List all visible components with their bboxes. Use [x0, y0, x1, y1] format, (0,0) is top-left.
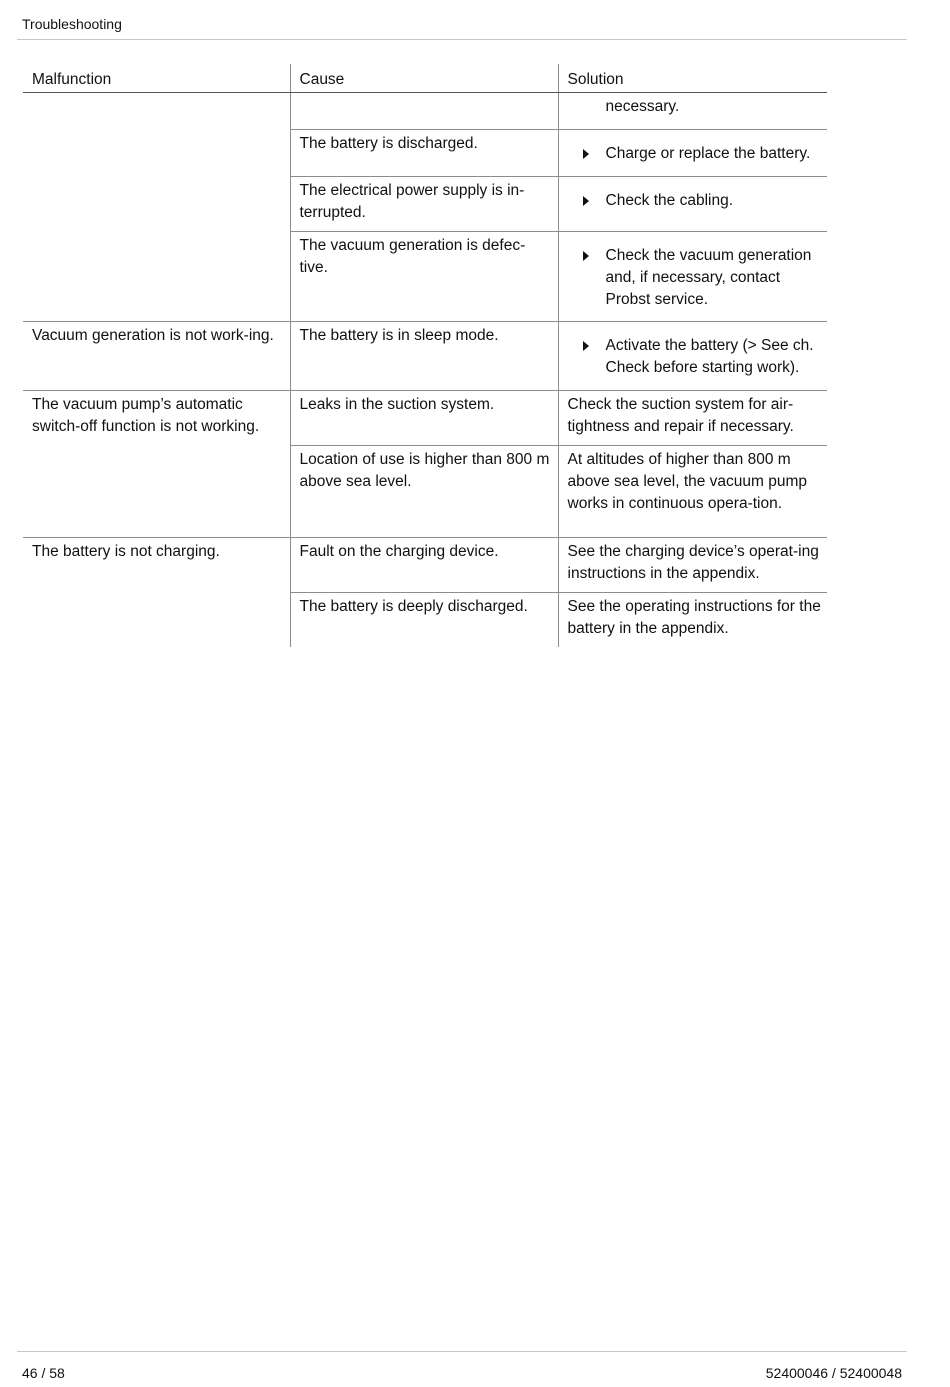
- triangle-right-icon: [568, 190, 606, 212]
- solution-cell: [558, 177, 827, 232]
- cause-cell: Fault on the charging device.: [290, 538, 558, 593]
- triangle-right-icon: [568, 335, 606, 357]
- document-number: 52400046 / 52400048: [765, 1365, 902, 1381]
- solution-cell: At altitudes of higher than 800 m above sea level, the vacuum pump works in continuous opera-tion.: [558, 446, 827, 538]
- footer-divider: [17, 1351, 907, 1352]
- triangle-right-icon: [568, 143, 606, 165]
- solution-text: necessary.: [605, 98, 680, 115]
- solution-cell: See the charging device’s operat-ing instructions in the appendix.: [558, 538, 827, 593]
- column-header-cause: Cause: [290, 64, 558, 93]
- solution-bullet: [568, 180, 824, 212]
- malfunction-cell: The vacuum pump’s automatic switch-off function is not working.: [23, 391, 290, 538]
- malfunction-cell: [23, 93, 290, 322]
- cause-cell: The vacuum generation is defec-tive.: [290, 232, 558, 322]
- triangle-right-icon: [568, 245, 606, 267]
- malfunction-cell: Vacuum generation is not work-ing.: [23, 322, 290, 391]
- cause-cell: The battery is discharged.: [290, 130, 558, 177]
- troubleshooting-table: [23, 64, 827, 647]
- cause-cell: Location of use is higher than 800 m above sea level.: [290, 446, 558, 538]
- header-divider: [17, 39, 907, 40]
- table-row: [23, 391, 827, 446]
- table-row: [23, 538, 827, 593]
- solution-bullet: [568, 133, 824, 165]
- solution-bullet: [568, 235, 824, 311]
- solution-bullet-continuation: [568, 96, 824, 118]
- solution-cell: [558, 322, 827, 391]
- solution-text: Check the cabling.: [605, 192, 734, 209]
- table-row: [23, 322, 827, 391]
- cause-cell: The electrical power supply is in-terrupted.: [290, 177, 558, 232]
- table-row: [23, 93, 827, 130]
- solution-cell: [558, 232, 827, 322]
- cause-cell: The battery is in sleep mode.: [290, 322, 558, 391]
- solution-text: Activate the battery (> See ch. Check before starting work).: [605, 337, 814, 376]
- page-header-section-title: Troubleshooting: [22, 16, 122, 32]
- table-header-row: [23, 64, 827, 93]
- page-number: 46 / 58: [22, 1365, 65, 1381]
- cause-cell: Leaks in the suction system.: [290, 391, 558, 446]
- solution-text: Charge or replace the battery.: [605, 145, 811, 162]
- malfunction-cell: The battery is not charging.: [23, 538, 290, 648]
- cause-cell: The battery is deeply discharged.: [290, 593, 558, 648]
- solution-cell: Check the suction system for air-tightness and repair if necessary.: [558, 391, 827, 446]
- cause-cell: [290, 93, 558, 130]
- column-header-malfunction: Malfunction: [23, 64, 290, 93]
- solution-text: Check the vacuum generation and, if necessary, contact Probst service.: [605, 247, 812, 308]
- solution-bullet: [568, 325, 824, 379]
- solution-cell: [558, 93, 827, 130]
- column-header-solution: Solution: [558, 64, 827, 93]
- solution-cell: See the operating instructions for the battery in the appendix.: [558, 593, 827, 648]
- solution-cell: [558, 130, 827, 177]
